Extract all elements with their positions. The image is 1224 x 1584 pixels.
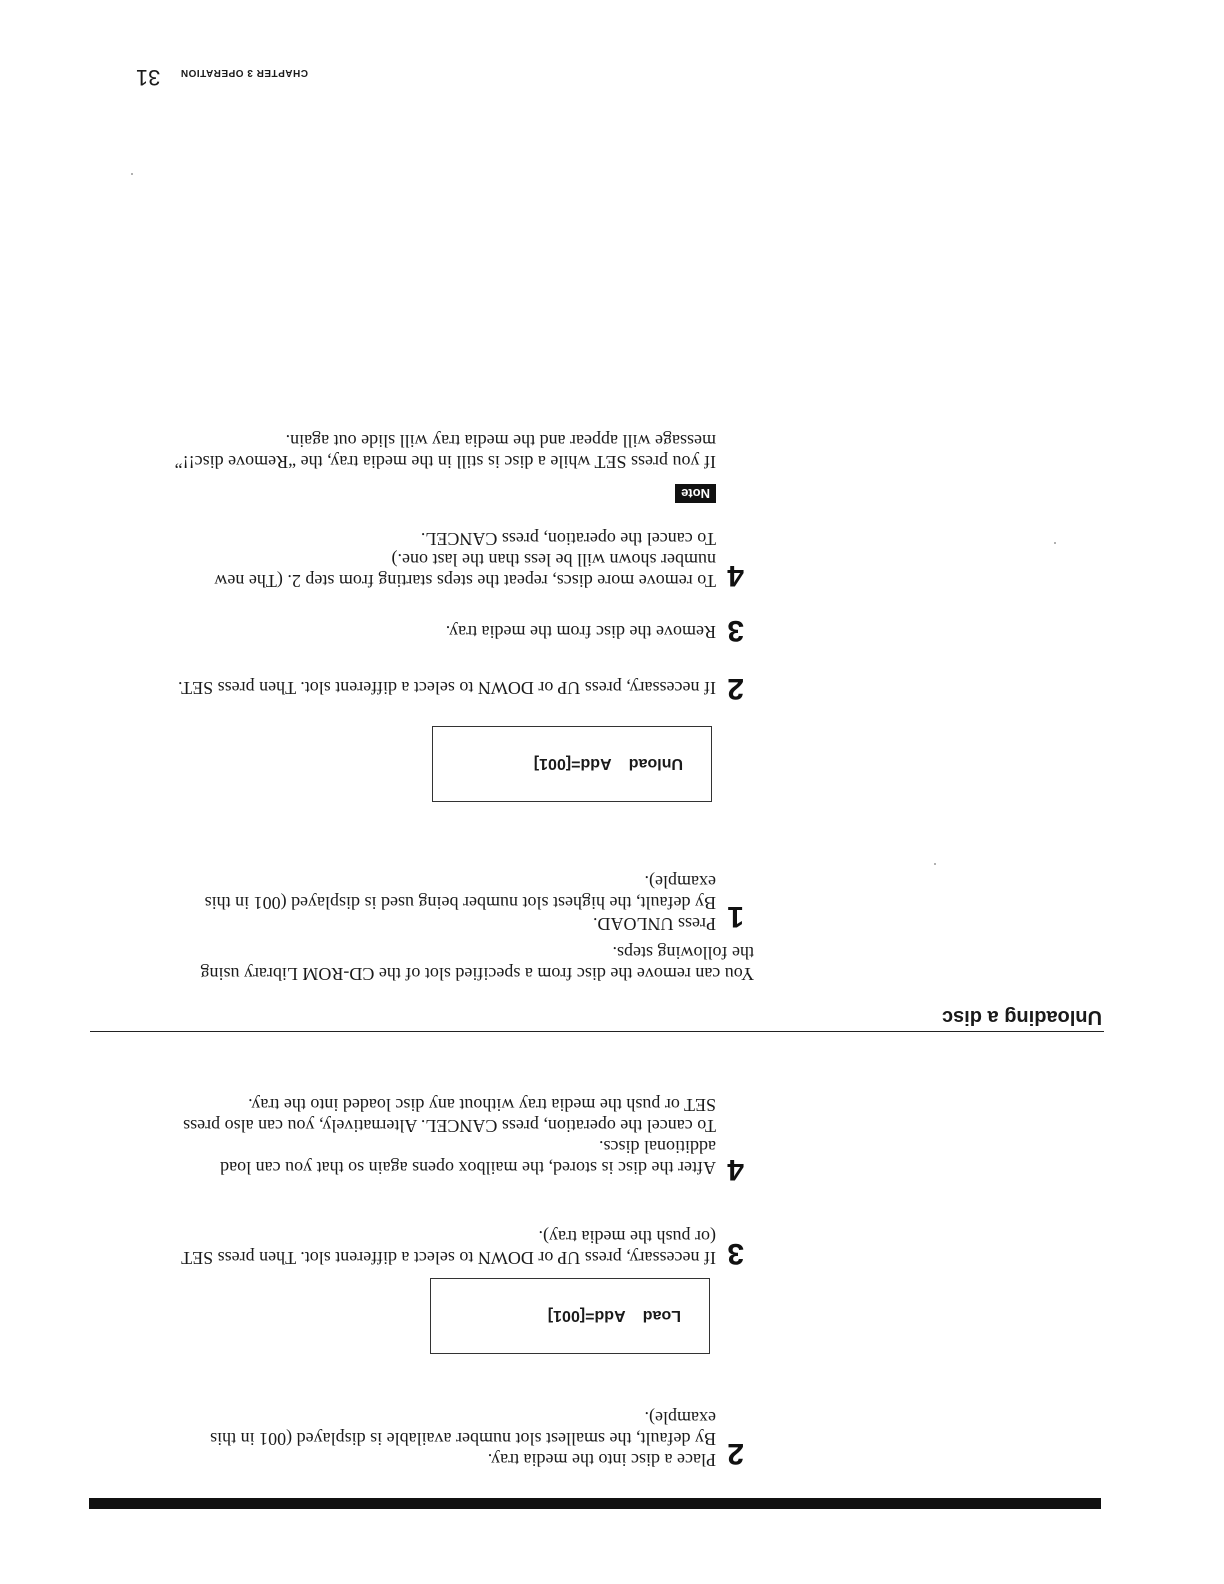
text-line: To cancel the operation, press CANCEL. Alternatively, you can also press [183, 1116, 716, 1136]
page-number: 31 [135, 65, 161, 90]
text-line: example). [644, 1408, 716, 1428]
scan-speck [1054, 542, 1056, 544]
unload-step-4-text [106, 528, 716, 591]
section-intro [94, 942, 754, 984]
unload-step-4-number: 4 [727, 559, 744, 592]
text-line: If necessary, press UP or DOWN to select a different slot. Then press SET [181, 1248, 716, 1268]
scan-speck [131, 173, 133, 175]
unload-step-1-text [106, 871, 716, 934]
section-rule [90, 1031, 1104, 1032]
page-footer [136, 64, 308, 90]
text-line: Remove the disc from the media tray. [445, 622, 716, 642]
load-step-3-number: 3 [727, 1237, 744, 1270]
unload-step-3-text [106, 621, 716, 642]
text-line: (or push the media tray). [538, 1227, 716, 1247]
text-line: If you press SET while a disc is still in the media tray, the “Remove disc!!” [174, 452, 716, 472]
note-box [675, 484, 716, 503]
note-label: Note [675, 484, 716, 503]
text-line: To remove more discs, repeat the steps starting from step 2. (The new [214, 571, 716, 591]
unload-step-2-number: 2 [727, 672, 744, 705]
note-text [106, 430, 716, 472]
unload-step-2-text [106, 677, 716, 698]
text-line: the following steps. [612, 943, 754, 963]
text-line: To cancel the operation, press CANCEL. [420, 529, 716, 549]
lcd-address: Add=[001] [547, 1307, 626, 1324]
chapter-label: CHAPTER 3 OPERATION [180, 67, 308, 78]
text-line: After the disc is stored, the mailbox opens again so that you can load [220, 1158, 716, 1178]
load-step-2-number: 2 [727, 1437, 744, 1470]
top-rule [89, 1498, 1101, 1509]
unload-step-1-number: 1 [727, 900, 744, 933]
text-line: SET or push the media tray without any disc loaded into the tray. [248, 1095, 716, 1115]
text-line: By default, the smallest slot number available is displayed (001 in this [210, 1429, 716, 1449]
text-line: You can remove the disc from a specified slot of the CD-ROM Library using [200, 964, 754, 984]
text-line: message will appear and the media tray will slide out again. [285, 431, 716, 451]
text-line: If necessary, press UP or DOWN to select a different slot. Then press SET. [177, 678, 716, 698]
text-line: Place a disc into the media tray. [487, 1450, 716, 1470]
scan-speck [934, 863, 936, 865]
lcd-address: Add=[001] [533, 755, 612, 772]
lcd-mode: Load [642, 1307, 681, 1324]
unload-step-3-number: 3 [727, 614, 744, 647]
text-line: number shown will be less than the last one.) [391, 550, 716, 570]
text-line: additional discs. [599, 1137, 716, 1157]
load-step-4-number: 4 [727, 1153, 744, 1186]
load-step-2-text [106, 1407, 716, 1470]
lcd-mode: Unload [628, 755, 683, 772]
section-heading: Unloading a disc [941, 1006, 1102, 1028]
lcd-display-load [430, 1278, 710, 1354]
lcd-display-unload [432, 726, 712, 802]
text-line: example). [644, 872, 716, 892]
text-line: By default, the highest slot number being used is displayed (001 in this [204, 893, 716, 913]
text-line: Press UNLOAD. [593, 914, 716, 934]
load-step-3-text [106, 1226, 716, 1268]
load-step-4-text [106, 1094, 716, 1178]
